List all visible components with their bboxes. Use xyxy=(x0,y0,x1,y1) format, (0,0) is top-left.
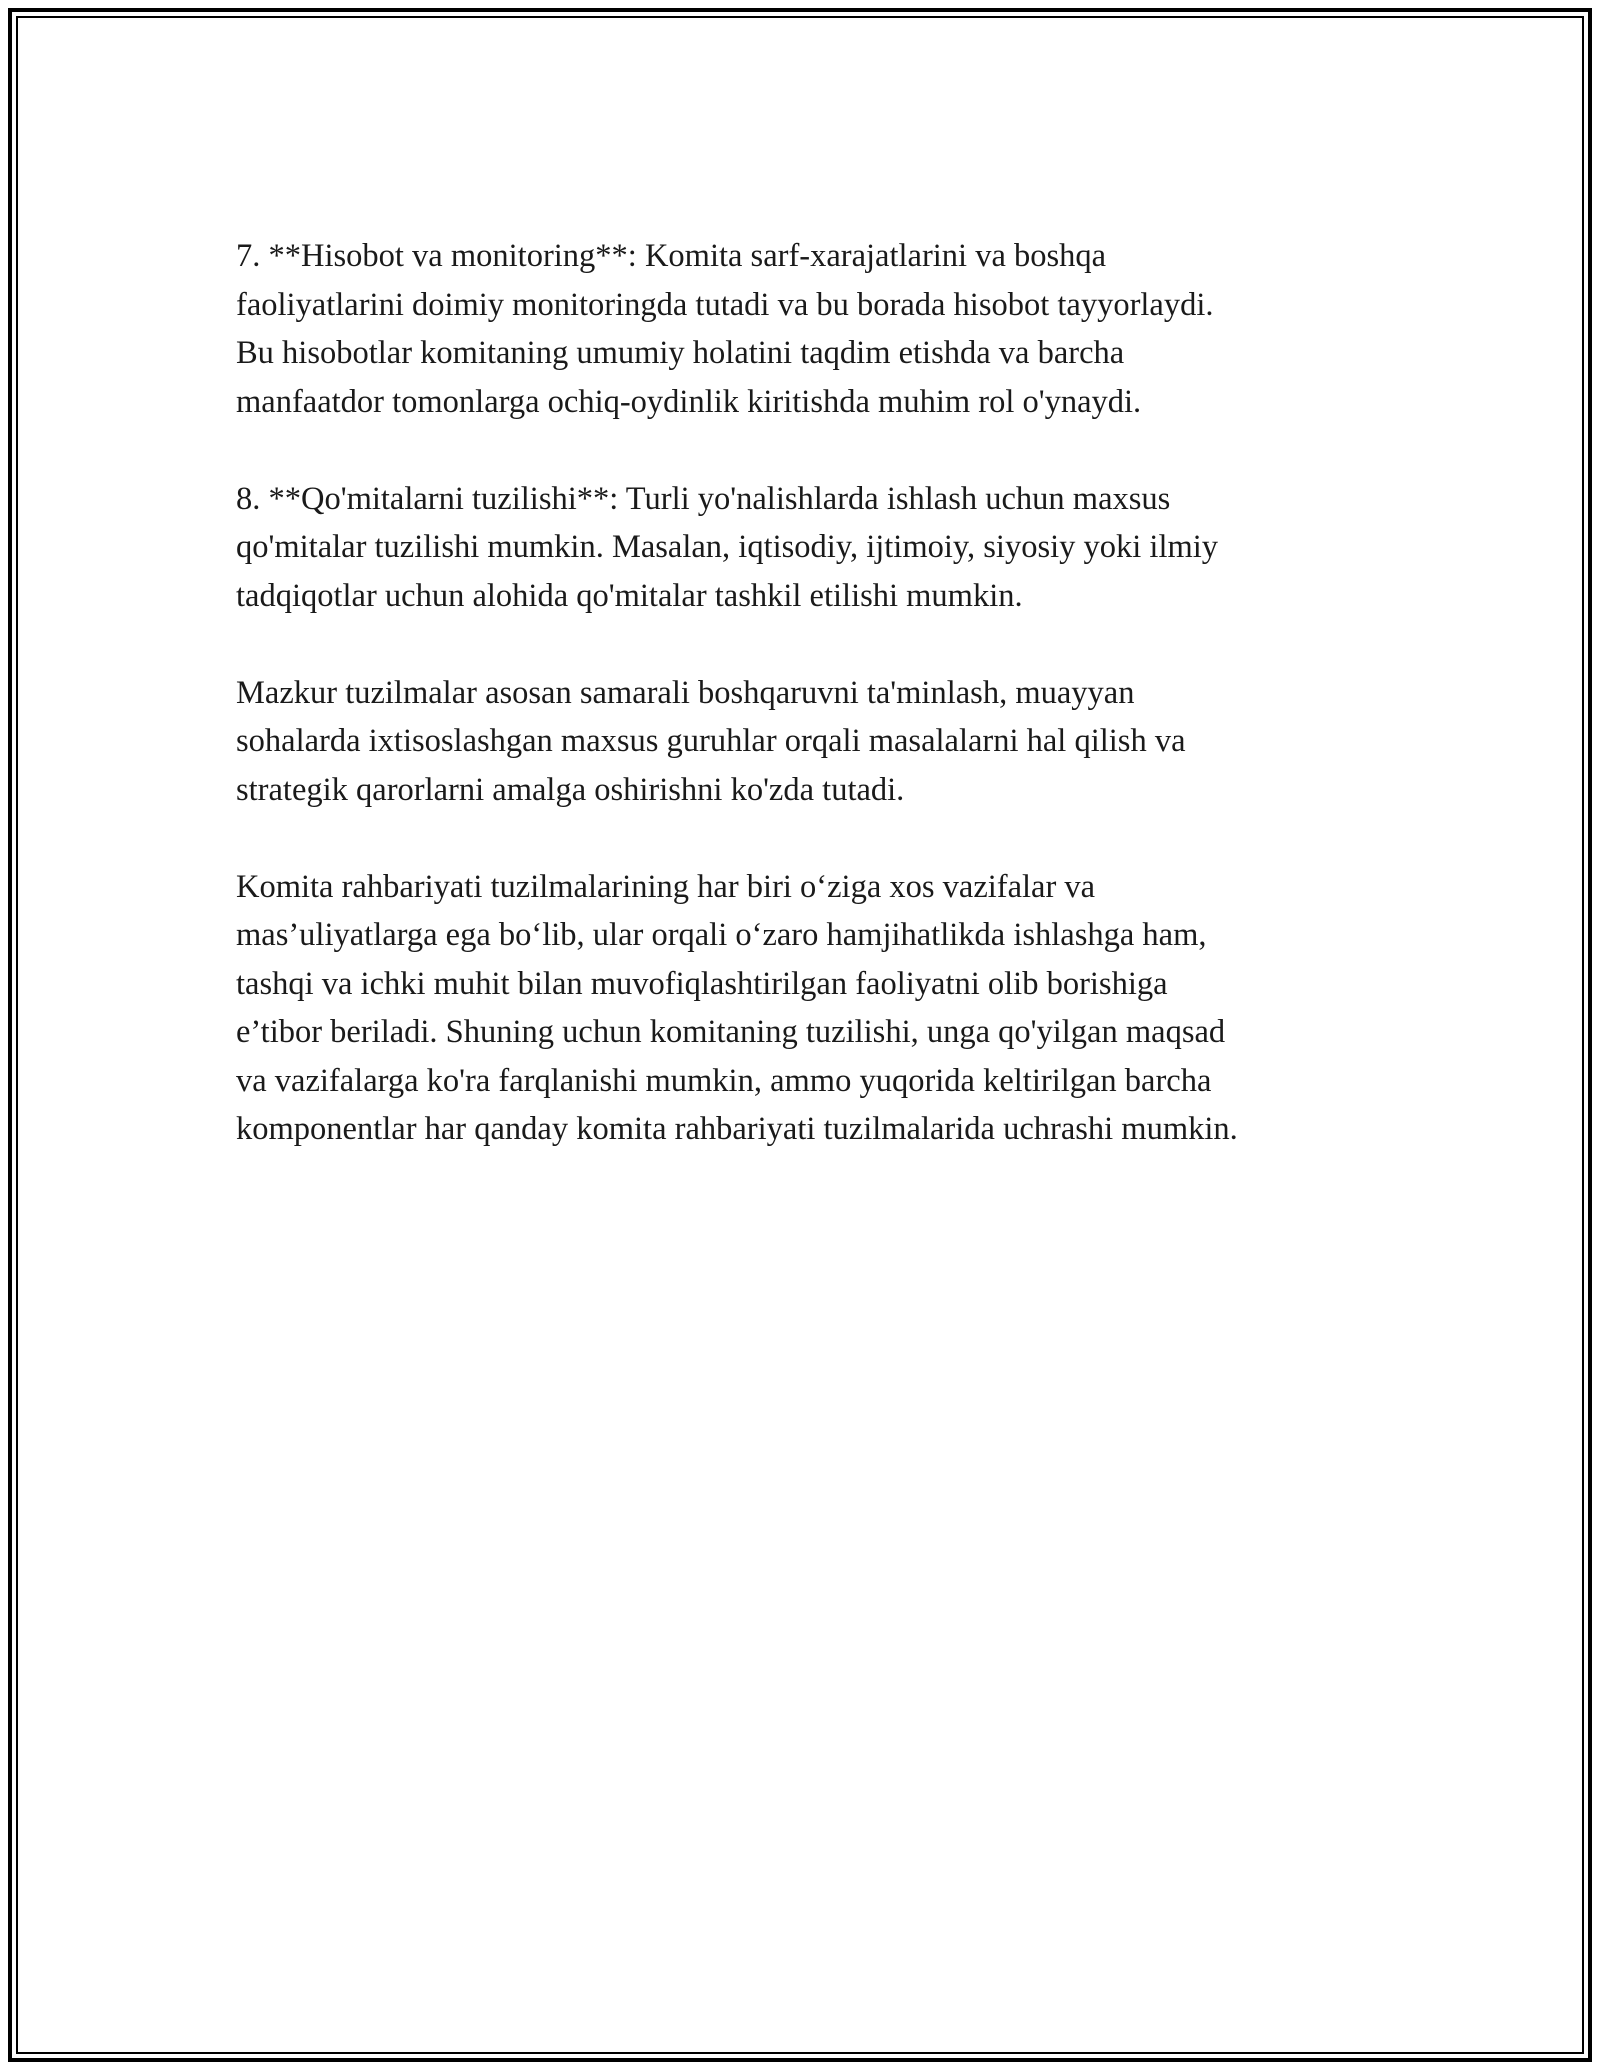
paragraph-structures-purpose: Mazkur tuzilmalar asosan samarali boshqaruvni ta'minlash, muayyan sohalarda ixtisoslashgan maxsus guruhlar orqali masalalarni hal qilish va strategik qarorlarni amalga oshirishni ko'zda tutadi. xyxy=(236,674,1186,808)
document-body xyxy=(236,232,1416,1202)
paragraph-reporting-monitoring: 7. **Hisobot va monitoring**: Komita sarf-xarajatlarini va boshqa faoliyatlarini doimiy monitoringda tutadi va bu borada hisobot tayyorlaydi. Bu hisobotlar komitaning umumiy holatini taqdim etishda va barcha manfaatdor tomonlarga ochiq-oydinlik kiritishda muhim rol o'ynaydi. xyxy=(236,238,1214,420)
paragraph-committee-formation: 8. **Qo'mitalarni tuzilishi**: Turli yo'nalishlarda ishlash uchun maxsus qo'mitalar tuzilishi mumkin. Masalan, iqtisodiy, ijtimoiy, siyosiy yoki ilmiy tadqiqotlar uchun alohida qo'mitalar tashkil etilishi mumkin. xyxy=(236,480,1219,614)
paragraph-conclusion: Komita rahbariyati tuzilmalarining har biri o‘ziga xos vazifalar va mas’uliyatlarga ega bo‘lib, ular orqali o‘zaro hamjihatlikda ishlashga ham, tashqi va ichki muhit bilan muvofiqlashtirilgan faoliyatni olib borishiga e’tibor beriladi. Shuning uchun komitaning tuzilishi, unga qo'yilgan maqsad va vazifalarga ko'ra farqlanishi mumkin, ammo yuqorida keltirilgan barcha komponentlar har qanday komita rahbariyati tuzilmalarida uchrashi mumkin. xyxy=(236,868,1238,1147)
